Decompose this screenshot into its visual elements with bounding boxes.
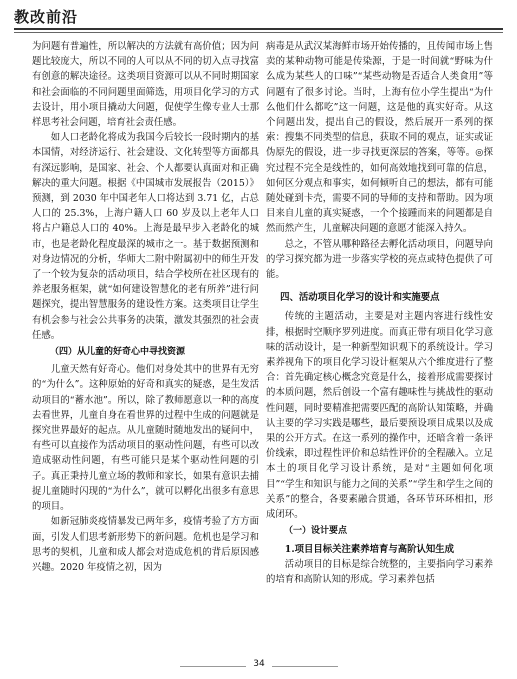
- subsection-heading: （一）设计要点: [284, 526, 348, 537]
- paragraph: 为问题有普遍性，所以解决的方法就有高价值；因为问题比较庞大，所以不同的人可以从不同的切入点寻找富有创意的解决途径。这类项目资源可以从不同时期国家和社会面临的不同问题里面筛选，用项目化学习的方式去设计，用小项目撬动大问题，促使学生像专业人士那样思考社会问题，培育社会责任感。: [32, 41, 259, 129]
- paragraph: 病毒是从武汉某海鲜市场开始传播的，且传闻市场上售卖的某种动物可能是传染源，于是一时间就“野味为什么成为某些人的口味”“某些动物是否适合人类食用”等问题有了很多讨论。当时，上海有位小学生提出“为什么他们什么都吃”这一问题，这是他的真实好奇。从这个问题出发，提出自己的假设，然后展开一系列的探索：搜集不同类型的信息，获取不同的观点，证实或证伪原先的假设，进一步寻找更深层的答案，等等。◎探究过程不完全是线性的，如何高效地找到可靠的信息，如何区分观点和事实，如何倾听自己的想法，都有可能随处碰到卡壳，需要不同的导师的支持和帮助。因为项目来自儿童的真实疑惑，一个个接踵而来的问题都是自然而然产生，儿童解决问题的意愿才能深入持久。: [266, 41, 493, 235]
- page-number: 34: [253, 659, 265, 669]
- right-column: [266, 39, 493, 657]
- paragraph: 传统的主题活动，主要是对主题内容进行线性安排，根据时空顺序罗列进度。而真正带有项目化学习意味的活动设计，是一种新型知识观下的系统设计。学习素养视角下的项目化学习设计框架从六个维度进行了整合：首先确定核心概念究竟是什么，接着形成需要探讨的本质问题，然后创设一个富有趣味性与挑战性的驱动性问题，同时要精准把需要匹配的高阶认知策略，并确认主要的学习实践是哪些，最后要预设项目成果以及成果的公开方式。在这一系列的操作中，还暗含着一条评价线索，即过程性评价和总结性评价的全程融入。立足本土的项目化学习设计系统，是对“主题如何化项目”“学生和知识与能力之间的关系”“学生和学生之间的关系”的整合，各要素融合贯通，各环节环环相扣，形成闭环。: [266, 311, 493, 521]
- paragraph: 总之，不管从哪种路径去孵化活动项目，问题导向的学习探究都为进一步落实学校的亮点或特色提供了可能。: [266, 238, 493, 281]
- section-heading: 四、活动项目化学习的设计和实施要点: [280, 292, 440, 304]
- footer-rule-right: [272, 666, 338, 667]
- journal-section-title: 教改前沿: [14, 8, 79, 26]
- numbered-point-heading: 1.项目目标关注素养培育与高阶认知生成: [284, 543, 454, 555]
- page-header: [0, 0, 517, 30]
- paragraph: 如人口老龄化将成为我国今后较长一段时期内的基本国情，对经济运行、社会建设、文化转型等方面都具有深远影响，是国家、社会、个人都要认真面对和正确解决的重大问题。根据《中国城市发展报告（2015）》预测，到 2030 年中国老年人口将达到 3.71 亿，占总人口的 25.3%，上海户籍人口 60 岁及以上老年人口将占户籍总人口的 40%。上海是最早步入老龄化的城市，也是老龄化程度最深的城市之一。基于数据预测和对身边情况的分析，华师大二附中附属初中的师生开发了一个较为复杂的活动项目，结合学校所在社区现有的养老服务框架，就“如何建设智慧化的老有所养”进行问题探究，提出智慧服务的建设性方案。这类项目让学生有机会参与社会公共事务的决策，激发其强烈的社会责任感。: [32, 132, 259, 341]
- header-rule: [14, 28, 503, 30]
- left-column: [32, 39, 259, 657]
- paragraph: 活动项目的目标是综合统整的，主要指向学习素养的培育和高阶认知的形成。学习素养包括: [266, 558, 493, 585]
- subsection-heading: （四）从儿童的好奇心中寻找资源: [50, 347, 186, 358]
- footer-rule-left: [180, 666, 246, 667]
- paragraph: 儿童天然有好奇心。他们对身处其中的世界有无穷的“为什么”。这种原始的好奇和真实的疑惑，是生发活动项目的“蓄水池”。所以，除了教师愿意以一种的高度去看世界，儿童自身在看世界的过程中生成的问题就是探究世界最好的起点。从儿童随时随地发出的疑问中，有些可以直接作为活动项目的驱动性问题，有些可以改造成驱动性问题，有些可能只是某个驱动性问题的引子。真正秉持儿童立场的教师和家长，如果有意识去捕捉儿童随时闪现的“为什么”，就可以孵化出很多有意思的项目。: [32, 364, 259, 513]
- page-footer: [0, 657, 517, 677]
- header-rule-thin: [14, 32, 503, 33]
- paragraph: 如新冠肺炎疫情暴发已两年多，疫情考验了方方面面，引发人们思考新形势下的新问题。危机也是学习和思考的契机，儿童和成人都会对造成危机的背后原因感兴趣。2020 年疫情之初，因为: [32, 516, 259, 573]
